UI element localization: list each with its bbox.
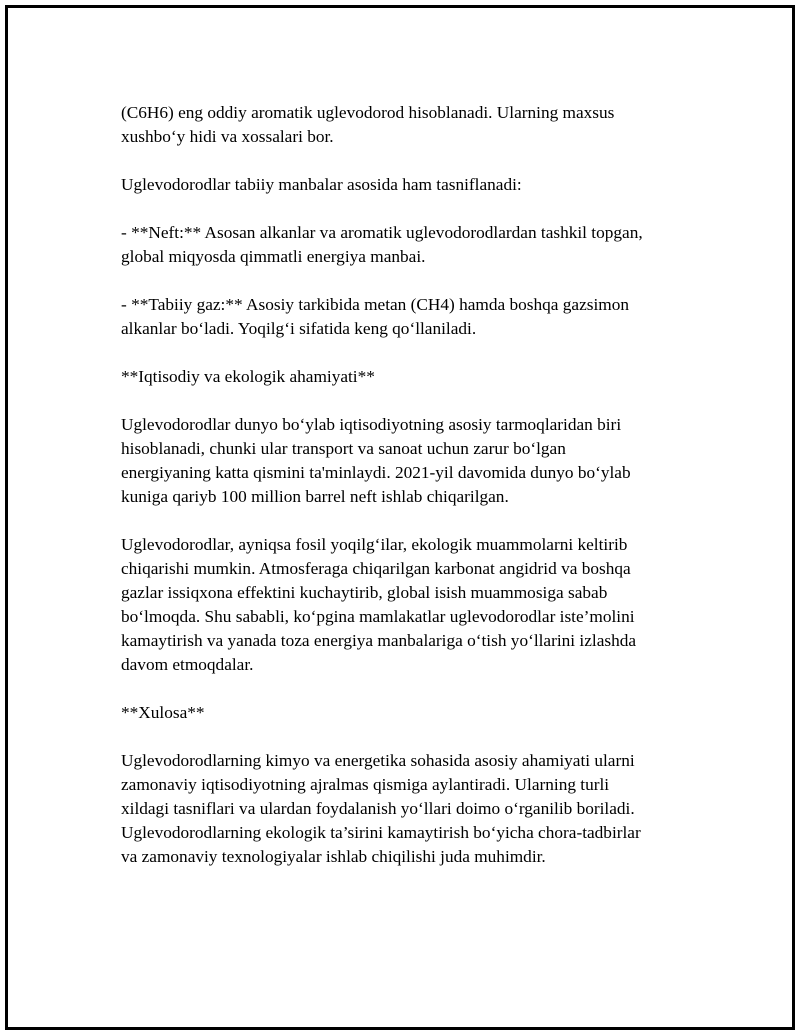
paragraph-benzene-intro: (C6H6) eng oddiy aromatik uglevodorod hisoblanadi. Ularning maxsus xushbo‘y hidi va xossalari bor. (121, 103, 615, 146)
paragraph-ecological-problems: Uglevodorodlar, ayniqsa fosil yoqilg‘ilar, ekologik muammolarni keltirib chiqarishi mumkin. Atmosferaga chiqarilgan karbonat angidrid va boshqa gazlar issiqxona effektini kuchaytirib, global isish muammosiga sabab bo‘lmoqda. Shu sababli, ko‘pgina mamlakatlar uglevodorodlar iste’molini kamaytirish va yanada toza energiya manbalariga o‘tish yo‘llarini izlashda davom etmoqdalar. (121, 535, 637, 674)
paragraph-conclusion: Uglevodorodlarning kimyo va energetika sohasida asosiy ahamiyati ularni zamonaviy iqtisodiyotning ajralmas qismiga aylantiradi. Ularning turli xildagi tasniflari va ulardan foydalanish yo‘llari doimo o‘rganilib boriladi. Uglevodorodlarning ekologik ta’sirini kamaytirish bo‘yicha chora-tadbirlar va zamonaviy texnologiyalar ishlab chiqilishi juda muhimdir. (121, 751, 641, 866)
list-item-natural-gas: - **Tabiiy gaz:** Asosiy tarkibida metan (CH4) hamda boshqa gazsimon alkanlar bo‘ladi. Yoqilg‘i sifatida keng qo‘llaniladi. (121, 295, 629, 338)
list-item-oil: - **Neft:** Asosan alkanlar va aromatik uglevodorodlardan tashkil topgan, global miqyosda qimmatli energiya manbai. (121, 223, 643, 266)
document-page (5, 5, 795, 1030)
paragraph-economic-importance: Uglevodorodlar dunyo bo‘ylab iqtisodiyotning asosiy tarmoqlaridan biri hisoblanadi, chunki ular transport va sanoat uchun zarur bo‘lgan energiyaning katta qismini ta'minlaydi. 2021-yil davomida dunyo bo‘ylab kuniga qariyb 100 million barrel neft ishlab chiqarilgan. (121, 415, 631, 506)
section-heading-conclusion: **Xulosa** (121, 703, 205, 722)
document-body (121, 101, 693, 893)
section-heading-economic-ecological: **Iqtisodiy va ekologik ahamiyati** (121, 367, 375, 386)
paragraph-natural-sources-intro: Uglevodorodlar tabiiy manbalar asosida ham tasniflanadi: (121, 175, 522, 194)
